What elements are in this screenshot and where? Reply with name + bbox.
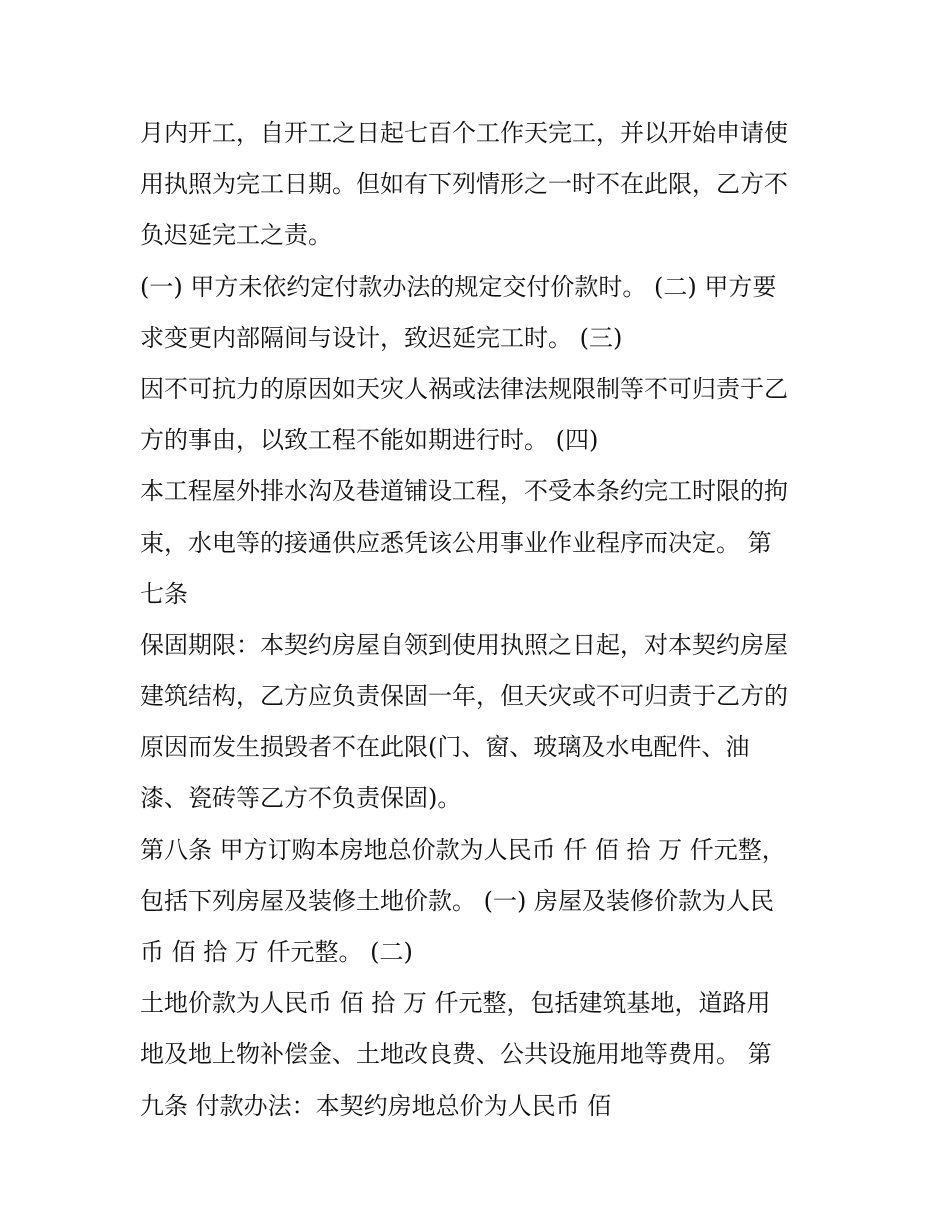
text-line: 币 佰 拾 万 仟元整。 (二) xyxy=(140,938,413,966)
text-line: 原因而发生损毁者不在此限(门、窗、玻璃及水电配件、油 xyxy=(140,733,750,762)
text-line: (一) 甲方未依约定付款办法的规定交付价款时。 (二) 甲方要 xyxy=(140,272,777,301)
text-line: 第八条 甲方订购本房地总价款为人民币 仟 佰 拾 万 仟元整， xyxy=(140,835,786,864)
text-line: 束，水电等的接通供应悉凭该公用事业作业程序而决定。 第 xyxy=(140,528,772,557)
text-line: 求变更内部隔间与设计，致迟延完工时。 (三) xyxy=(140,323,623,352)
text-line: 地及地上物补偿金、土地改良费、公共设施用地等费用。 第 xyxy=(140,1040,772,1069)
text-line: 建筑结构，乙方应负责保固一年，但天灾或不可归责于乙方的 xyxy=(140,682,788,711)
text-line: 方的事由，以致工程不能如期进行时。 (四) xyxy=(140,426,599,455)
text-line: 土地价款为人民币 佰 拾 万 仟元整，包括建筑基地，道路用 xyxy=(140,989,771,1018)
text-line: 保固期限：本契约房屋自领到使用执照之日起，对本契约房屋 xyxy=(140,630,788,659)
text-line: 七条 xyxy=(140,579,188,608)
text-line: 九条 付款办法：本契约房地总价为人民币 佰 xyxy=(140,1091,612,1120)
text-line: 月内开工，自开工之日起七百个工作天完工，并以开始申请使 xyxy=(140,119,788,147)
text-line: 包括下列房屋及装修土地价款。 (一) 房屋及装修价款为人民 xyxy=(140,886,774,915)
text-line: 本工程屋外排水沟及巷道铺设工程，不受本条约完工时限的拘 xyxy=(140,477,788,506)
text-line: 负迟延完工之责。 xyxy=(140,221,332,250)
text-line: 因不可抗力的原因如天灾人祸或法律法规限制等不可归责于乙 xyxy=(140,374,788,403)
contract-text-body xyxy=(140,108,820,1132)
text-line: 用执照为完工日期。但如有下列情形之一时不在此限，乙方不 xyxy=(140,170,788,199)
text-line: 漆、瓷砖等乙方不负责保固)。 xyxy=(140,784,462,813)
